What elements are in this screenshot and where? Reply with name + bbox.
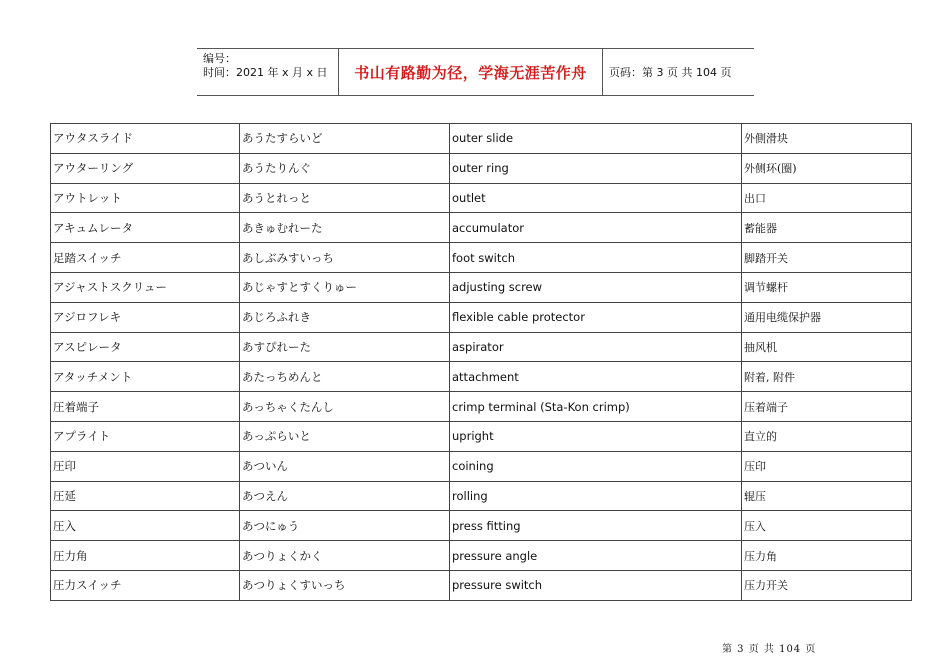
term-katakana-cell: 圧印 — [51, 451, 240, 481]
term-reading-cell: あつりょくかく — [240, 541, 450, 571]
term-reading-cell: あすぴれーた — [240, 332, 450, 362]
term-chinese-cell: 调节螺杆 — [742, 272, 912, 302]
table-row — [51, 362, 912, 392]
term-reading-cell: あつりょくすいっち — [240, 570, 450, 600]
term-katakana-cell: 圧延 — [51, 481, 240, 511]
term-katakana-cell: 足踏スイッチ — [51, 243, 240, 273]
term-chinese-cell: 辊压 — [742, 481, 912, 511]
term-chinese-cell: 压力开关 — [742, 570, 912, 600]
term-english-cell: press fitting — [450, 511, 742, 541]
term-english-cell: outer slide — [450, 124, 742, 154]
term-chinese-cell: 外側滑块 — [742, 124, 912, 154]
term-reading-cell: あしぶみすいっち — [240, 243, 450, 273]
term-katakana-cell: アジャストスクリュー — [51, 272, 240, 302]
term-reading-cell: あついん — [240, 451, 450, 481]
term-english-cell: coining — [450, 451, 742, 481]
table-row — [51, 332, 912, 362]
table-row — [51, 451, 912, 481]
term-chinese-cell: 压入 — [742, 511, 912, 541]
term-english-cell: foot switch — [450, 243, 742, 273]
term-katakana-cell: 圧力スイッチ — [51, 570, 240, 600]
table-row — [51, 272, 912, 302]
term-reading-cell: あつにゅう — [240, 511, 450, 541]
term-reading-cell: あじゃすとすくりゅー — [240, 272, 450, 302]
term-chinese-cell: 蓄能器 — [742, 213, 912, 243]
term-reading-cell: あうたすらいど — [240, 124, 450, 154]
term-chinese-cell: 通用电缆保护器 — [742, 302, 912, 332]
serial-label: 编号： — [203, 52, 236, 65]
term-katakana-cell: 圧力角 — [51, 541, 240, 571]
header-meta — [197, 49, 339, 95]
term-katakana-cell: アウトレット — [51, 183, 240, 213]
term-chinese-cell: 出口 — [742, 183, 912, 213]
table-row — [51, 511, 912, 541]
term-reading-cell: あじろふれき — [240, 302, 450, 332]
table-row — [51, 302, 912, 332]
term-english-cell: rolling — [450, 481, 742, 511]
term-english-cell: pressure angle — [450, 541, 742, 571]
term-english-cell: crimp terminal (Sta-Kon crimp) — [450, 392, 742, 422]
page-footer: 第 3 页 共 104 页 — [722, 644, 817, 655]
term-chinese-cell: 附着, 附件 — [742, 362, 912, 392]
term-reading-cell: あっぷらいと — [240, 421, 450, 451]
table-row — [51, 213, 912, 243]
term-katakana-cell: アスピレータ — [51, 332, 240, 362]
table-row — [51, 243, 912, 273]
table-row — [51, 153, 912, 183]
table-row — [51, 481, 912, 511]
term-chinese-cell: 压力角 — [742, 541, 912, 571]
term-english-cell: upright — [450, 421, 742, 451]
table-row — [51, 541, 912, 571]
term-chinese-cell: 压着端子 — [742, 392, 912, 422]
term-katakana-cell: アタッチメント — [51, 362, 240, 392]
table-row — [51, 124, 912, 154]
term-katakana-cell: 圧入 — [51, 511, 240, 541]
term-chinese-cell: 压印 — [742, 451, 912, 481]
term-reading-cell: あたっちめんと — [240, 362, 450, 392]
term-katakana-cell: アジロフレキ — [51, 302, 240, 332]
term-katakana-cell: アキュムレータ — [51, 213, 240, 243]
table-row — [51, 421, 912, 451]
table-row — [51, 570, 912, 600]
term-english-cell: aspirator — [450, 332, 742, 362]
glossary-body — [51, 124, 912, 601]
term-english-cell: outer ring — [450, 153, 742, 183]
term-reading-cell: あうとれっと — [240, 183, 450, 213]
term-reading-cell: あきゅむれーた — [240, 213, 450, 243]
header-page-info: 页码：第 3 页 共 104 页 — [609, 66, 732, 79]
header-motto: 书山有路勤为径，学海无涯苦作舟 — [339, 49, 603, 95]
time-label: 时间：2021 年 x 月 x 日 — [203, 66, 328, 79]
table-row — [51, 392, 912, 422]
term-english-cell: flexible cable protector — [450, 302, 742, 332]
term-chinese-cell: 脚踏开关 — [742, 243, 912, 273]
term-english-cell: attachment — [450, 362, 742, 392]
term-chinese-cell: 抽风机 — [742, 332, 912, 362]
term-english-cell: adjusting screw — [450, 272, 742, 302]
term-katakana-cell: アウターリング — [51, 153, 240, 183]
term-katakana-cell: アプライト — [51, 421, 240, 451]
term-english-cell: accumulator — [450, 213, 742, 243]
term-chinese-cell: 外侧环(圈) — [742, 153, 912, 183]
term-reading-cell: あっちゃくたんし — [240, 392, 450, 422]
term-english-cell: pressure switch — [450, 570, 742, 600]
glossary-table — [50, 123, 912, 601]
term-chinese-cell: 直立的 — [742, 421, 912, 451]
table-row — [51, 183, 912, 213]
page-header — [197, 48, 754, 96]
term-katakana-cell: 圧着端子 — [51, 392, 240, 422]
term-reading-cell: あつえん — [240, 481, 450, 511]
term-katakana-cell: アウタスライド — [51, 124, 240, 154]
term-english-cell: outlet — [450, 183, 742, 213]
term-reading-cell: あうたりんぐ — [240, 153, 450, 183]
